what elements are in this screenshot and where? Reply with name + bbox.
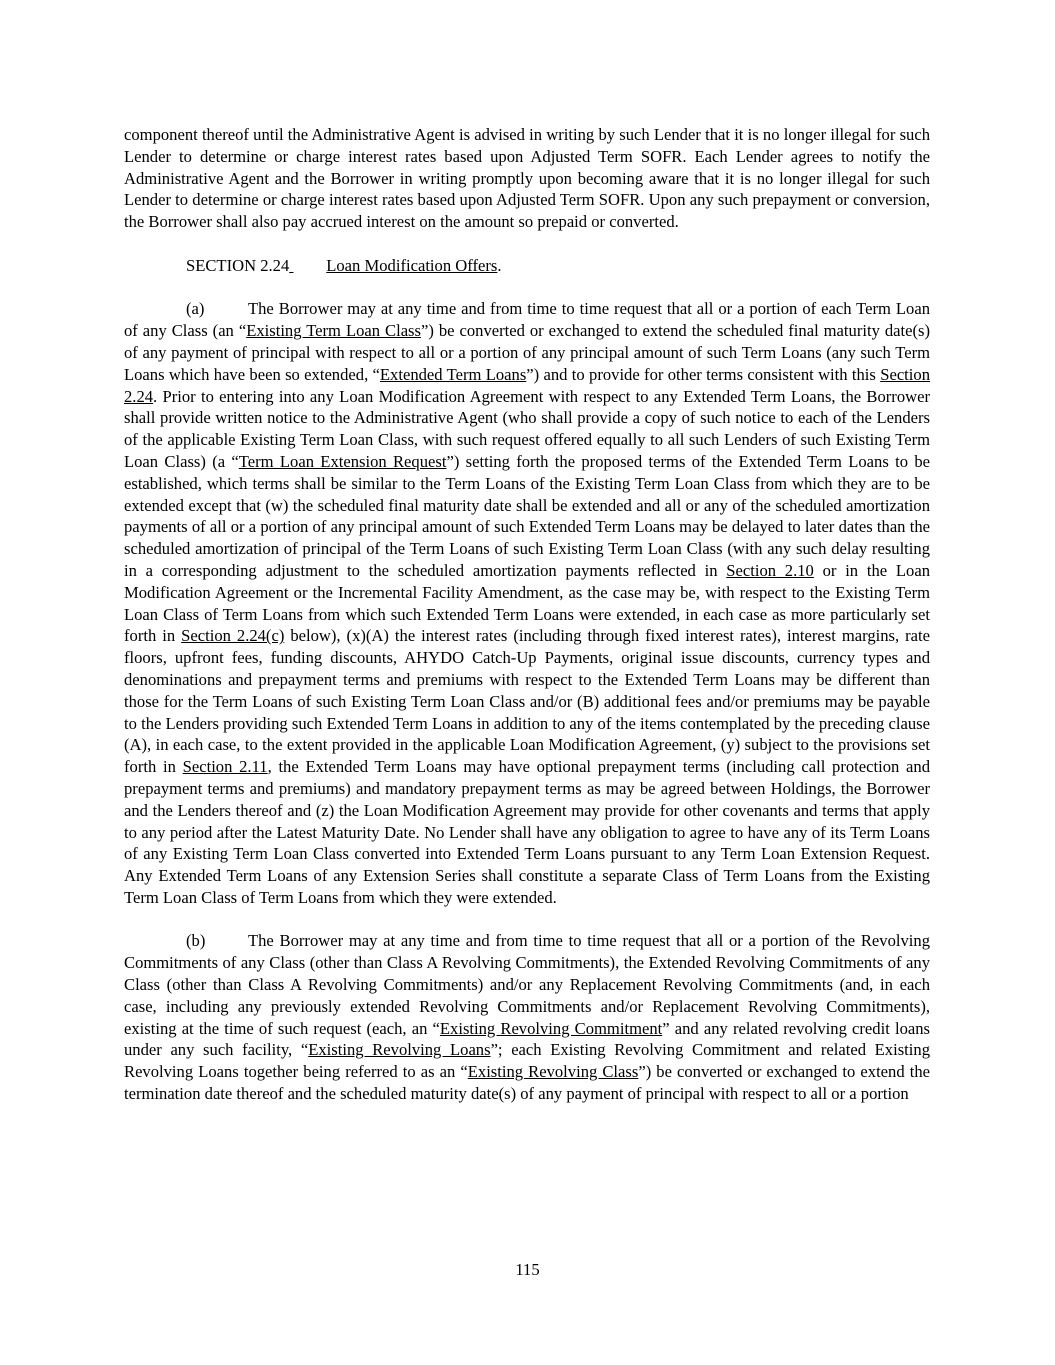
section-title-period: .	[497, 255, 502, 275]
defined-term: Existing Revolving Commitment	[439, 1018, 663, 1038]
defined-term: Term Loan Extension Request	[238, 451, 447, 471]
defined-term: Existing Revolving Loans	[308, 1040, 491, 1060]
text-run: below), (x)(A) the interest rates (including through fixed interest rates), interest margins, rate floors, upfront fees, funding discounts, AHYDO Catch-Up Payments, original issue discounts, currency types and denominations and prepayment terms and premiums with respect to the Extended Term Loans may be different than those for the Term Loans of such Existing Term Loan Class and/or (B) additional fees and/or premiums may be payable to the Lenders providing such Extended Term Loans in addition to any of the items contemplated by the preceding clause (A), in each case, to the extent provided in the applicable Loan Modification Agreement, (y) subject to the provisions set forth in	[124, 626, 930, 777]
text-run: ”) setting forth the proposed terms of the Extended Term Loans to be established, which terms shall be similar to the Term Loans of the Existing Term Loan Class from which they are to be extended except that (w) the scheduled final maturity date shall be extended and all or any of the scheduled amortization payments of all or a portion of any principal amount of such Extended Term Loans may be delayed to later dates than the scheduled amortization of principal of the Term Loans of such Existing Term Loan Class (with any such delay resulting in a corresponding adjustment to the scheduled amortization payments reflected in	[124, 451, 930, 580]
section-reference: Section 2.10	[726, 560, 814, 580]
defined-term: Existing Term Loan Class	[246, 321, 421, 341]
text-run: ”) be converted or exchanged to extend the scheduled final maturity date(s) of any payment of principal with respect to all or a portion of any principal amount of such Term Loans (any such Term Loans which have been so extended, “	[124, 321, 930, 384]
section-reference: Section 2.11	[182, 757, 268, 777]
text-run: ” and any related revolving credit loans under any such facility, “	[124, 1018, 930, 1060]
section-title: Loan Modification Offers	[326, 255, 498, 275]
paragraph-a-label: (a)	[186, 299, 205, 319]
text-run: ”) be converted or exchanged to extend the termination date thereof and the scheduled maturity date(s) of any payment of principal with respect to all or a portion	[124, 1062, 930, 1104]
defined-term: Existing Revolving Class	[467, 1062, 639, 1082]
section-heading	[124, 255, 930, 277]
section-reference: Section 2.24	[124, 364, 930, 406]
text-run: ”; each Existing Revolving Commitment and related Existing Revolving Loans together being referred to as an “	[124, 1040, 930, 1082]
text-run: The Borrower may at any time and from time to time request that all or a portion of the Revolving Commitments of any Class (other than Class A Revolving Commitments), the Extended Revolving Commitments of any Class (other than Class A Revolving Commitments) and/or any Replacement Revolving Commitments (and, in each case, including any previously extended Revolving Commitments and/or Replacement Revolving Commitments), existing at the time of such request (each, an “	[124, 931, 930, 1038]
section-number: SECTION 2.24	[186, 255, 290, 275]
text-run: The Borrower may at any time and from time to time request that all or a portion of each Term Loan of any Class (an “	[124, 299, 930, 341]
section-reference: Section 2.24(c)	[181, 626, 285, 646]
text-run: , the Extended Term Loans may have optional prepayment terms (including call protection and prepayment terms and premiums) and mandatory prepayment terms as may be agreed between Holdings, the Borrower and the Lenders thereof and (z) the Loan Modification Agreement may provide for other covenants and terms that apply to any period after the Latest Maturity Date. No Lender shall have any obligation to agree to have any of its Term Loans of any Existing Term Loan Class converted into Extended Term Loans pursuant to any Term Loan Extension Request. Any Extended Term Loans of any Extension Series shall constitute a separate Class of Term Loans from the Existing Term Loan Class of Term Loans from which they were extended.	[124, 757, 930, 907]
text-run: or in the Loan Modification Agreement or the Incremental Facility Amendment, as the case may be, with respect to the Existing Term Loan Class of Term Loans from which such Extended Term Loans were extended, in each case as more particularly set forth in	[124, 560, 930, 646]
paragraph-b	[124, 930, 930, 1104]
paragraph-b-label: (b)	[186, 931, 206, 951]
text-run: ”) and to provide for other terms consistent with this	[526, 364, 881, 384]
text-run: . Prior to entering into any Loan Modification Agreement with respect to any Extended Term Loans, the Borrower shall provide written notice to the Administrative Agent (who shall provide a copy of such notice to each of the Lenders of the applicable Existing Term Loan Class, with such request offered equally to all such Lenders of such Existing Term Loan Class) (a “	[124, 386, 930, 471]
document-page	[124, 124, 930, 1127]
paragraph-a	[124, 298, 930, 908]
defined-term: Extended Term Loans	[379, 364, 527, 384]
paragraph-continuation: component thereof until the Administrative Agent is advised in writing by such Lender that it is no longer illegal for such Lender to determine or charge interest rates based upon Adjusted Term SOFR. Each Lender agrees to notify the Administrative Agent and the Borrower in writing promptly upon becoming aware that it is no longer illegal for such Lender to determine or charge interest rates based upon Adjusted Term SOFR. Upon any such prepayment or conversion, the Borrower shall also pay accrued interest on the amount so prepaid or converted.	[124, 125, 930, 232]
page-number: 115	[515, 1260, 540, 1279]
section-heading-gap	[289, 255, 326, 277]
